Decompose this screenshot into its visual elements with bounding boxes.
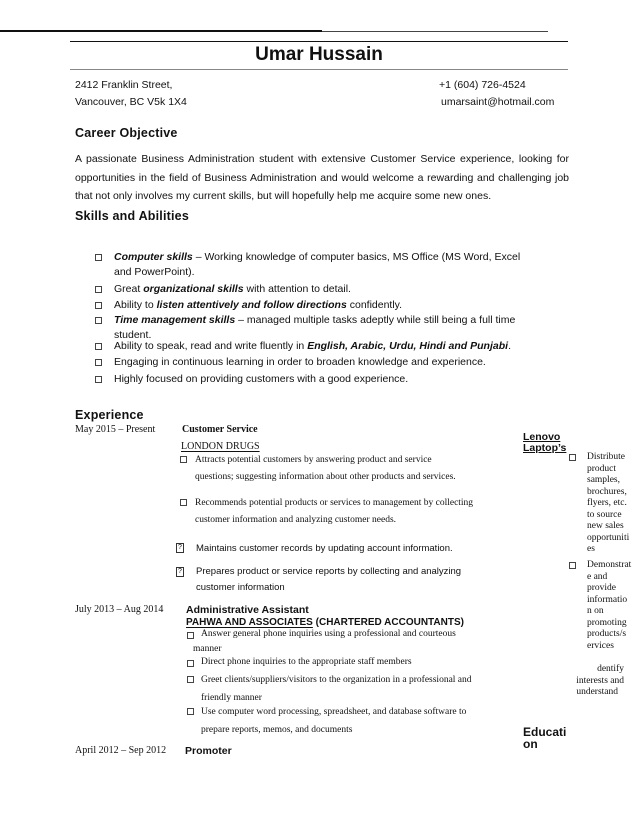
- skill-item: [95, 250, 535, 280]
- checkbox-icon: [187, 676, 194, 683]
- checkbox-icon: [187, 708, 194, 715]
- skill-text: – Working knowledge of computer basics, MS Office (MS Word, Excel: [192, 251, 521, 263]
- skill-text: with attention to detail.: [243, 283, 351, 295]
- side-b-7: ervices: [587, 640, 614, 651]
- skill-bold: Time management skills: [114, 314, 236, 326]
- job1-b2-l1: Recommends potential products or services to management by collecting: [195, 498, 474, 508]
- job1-bullet-4: [176, 564, 506, 596]
- side-b-4: n on: [587, 606, 604, 616]
- job1-bullet-1: [180, 452, 510, 486]
- checkbox-icon: [180, 456, 187, 463]
- skill-item: [95, 339, 535, 354]
- skill-bold: Computer skills: [114, 251, 193, 263]
- checkbox-icon: [95, 359, 102, 366]
- job2-company-name: PAHWA AND ASSOCIATES: [186, 617, 313, 628]
- side-a-7: opportuniti: [587, 532, 630, 543]
- job2-b4-l1: Use computer word processing, spreadsheet, and database software to: [201, 707, 467, 717]
- side-b-2: provide: [587, 583, 617, 593]
- job2-bullet-3: [187, 671, 517, 707]
- experience-heading: Experience: [75, 408, 144, 422]
- job1-bullet-3: [176, 540, 506, 557]
- side-a-3: brochures,: [587, 486, 627, 497]
- job1-b3-l1: Maintains customer records by updating account information.: [196, 543, 453, 554]
- skill-pre: Ability to: [114, 299, 157, 311]
- job2-b1-l2: manner: [193, 644, 222, 654]
- skill-item: [95, 355, 535, 370]
- objective-line-2: opportunities in the field of Business Administration and would welcome a rewarding and challenging job: [75, 171, 569, 184]
- skill-item: [95, 372, 535, 387]
- checkbox-icon: [180, 499, 187, 506]
- side-b-0: Demonstrat: [587, 560, 632, 570]
- job1-dates: May 2015 – Present: [75, 424, 156, 435]
- side-b-5: promoting: [587, 617, 627, 628]
- skill-text: .: [508, 340, 511, 352]
- skill-text: – managed multiple tasks adeptly while still being a full time: [235, 314, 516, 326]
- side-b-1: e and: [587, 571, 608, 582]
- job1-title: Customer Service: [182, 424, 258, 435]
- side-a-1: product: [587, 463, 617, 474]
- objective-line-1: A passionate Business Administration student with extensive Customer Service experience, looking for: [75, 153, 569, 165]
- side-a-6: new sales: [587, 521, 624, 531]
- skill-pre: Ability to speak, read and write fluently in: [114, 340, 308, 352]
- job2-b1-l1: Answer general phone inquiries using a professional and courteous: [201, 629, 456, 639]
- top-rule-left: [0, 30, 322, 32]
- side-lenovo-l2: Laptop’s: [523, 442, 567, 454]
- name-rule-lower: [70, 69, 568, 70]
- side-a-8: es: [587, 544, 595, 554]
- side-education-heading: [523, 726, 566, 750]
- checkbox-icon: [95, 317, 102, 324]
- skill-text: Engaging in continuous learning in order to broaden knowledge and experience.: [114, 356, 486, 368]
- skill-bold: listen attentively and follow directions: [156, 299, 347, 311]
- side-edu-l2: on: [523, 737, 538, 751]
- skill-cont: student.: [114, 329, 152, 341]
- side-c-1: interests and: [576, 675, 624, 686]
- skill-bold: organizational skills: [143, 283, 244, 295]
- checkbox-icon: [95, 343, 102, 350]
- job1-company: [181, 441, 260, 452]
- top-rule-right: [322, 31, 548, 32]
- job2-bullet-1: [187, 627, 517, 657]
- address-line1: 2412 Franklin Street,: [75, 79, 173, 91]
- checkbox-icon: [95, 254, 102, 261]
- side-a-2: samples,: [587, 475, 620, 485]
- phone: +1 (604) 726-4524: [439, 79, 526, 91]
- job1-b4-l1: Prepares product or service reports by collecting and analyzing: [196, 566, 462, 577]
- checkbox-icon: [569, 562, 576, 569]
- checkbox-icon: [187, 660, 194, 667]
- job1-b1-l1: Attracts potential customers by answering product and service: [195, 455, 432, 465]
- job2-bullet-4: [187, 703, 507, 739]
- career-objective-heading: Career Objective: [75, 126, 178, 140]
- checkbox-icon: [95, 302, 102, 309]
- side-bullet-distribute: [569, 452, 635, 556]
- side-edu-l1: Educati: [523, 725, 567, 739]
- checkbox-icon: [569, 454, 576, 461]
- job2-title: Administrative Assistant: [186, 604, 309, 616]
- skill-bold: English, Arabic, Urdu, Hindi and Punjabi: [307, 340, 509, 352]
- side-lenovo-l1: Lenovo: [523, 431, 561, 443]
- side-lenovo-heading: [523, 432, 566, 454]
- side-b-3: informatio: [587, 594, 628, 605]
- side-b-6: products/s: [587, 629, 627, 639]
- job1-company-name: LONDON DRUGS: [181, 441, 260, 452]
- job1-bullet-2: [180, 495, 510, 529]
- job2-b3-l1: Greet clients/suppliers/visitors to the organization in a professional and: [201, 675, 472, 685]
- job3-dates: April 2012 – Sep 2012: [75, 745, 167, 756]
- job2-bullet-2: [187, 655, 517, 670]
- address-line2: Vancouver, BC V5k 1X4: [75, 96, 187, 108]
- job2-company-suffix: (CHARTERED ACCOUNTANTS): [312, 617, 464, 628]
- candidate-name: Umar Hussain: [255, 44, 383, 65]
- email: umarsaint@hotmail.com: [441, 96, 555, 108]
- checkbox-icon: [187, 632, 194, 639]
- skill-item: [95, 298, 535, 313]
- job2-dates: July 2013 – Aug 2014: [75, 604, 164, 615]
- skill-item: [95, 282, 535, 297]
- side-a-0: Distribute: [587, 452, 625, 462]
- unknown-glyph-icon: ?: [176, 543, 184, 553]
- job2-b4-l2: prepare reports, memos, and documents: [201, 725, 353, 735]
- checkbox-icon: [95, 376, 102, 383]
- side-identify: [550, 664, 630, 699]
- job1-b1-l2: questions; suggesting information about other products and services.: [195, 472, 456, 482]
- side-c-0: dentify: [597, 664, 624, 674]
- side-a-4: flyers, etc.: [587, 498, 627, 508]
- skill-cont: and PowerPoint).: [114, 266, 195, 278]
- side-c-2: understand: [576, 687, 618, 697]
- skill-text: confidently.: [346, 299, 403, 311]
- job2-b2-l1: Direct phone inquiries to the appropriate staff members: [201, 657, 412, 667]
- skills-heading: Skills and Abilities: [75, 209, 189, 223]
- job2-b3-l2: friendly manner: [201, 693, 262, 703]
- job3-title: Promoter: [185, 745, 232, 757]
- skill-pre: Great: [114, 283, 144, 295]
- side-a-5: to source: [587, 509, 622, 520]
- unknown-glyph-icon: ?: [176, 567, 184, 577]
- job1-b2-l2: customer information and analyzing customer needs.: [195, 515, 397, 525]
- checkbox-icon: [95, 286, 102, 293]
- name-rule-upper: [70, 41, 568, 42]
- side-bullet-demonstrate: [569, 560, 635, 652]
- objective-line-3: that not only involves my current skills, but will hopefully help me acquire some new ones.: [75, 190, 492, 202]
- job1-b4-l2: customer information: [196, 582, 285, 593]
- skill-text: Highly focused on providing customers with a good experience.: [114, 373, 409, 385]
- career-objective-text: [75, 150, 569, 206]
